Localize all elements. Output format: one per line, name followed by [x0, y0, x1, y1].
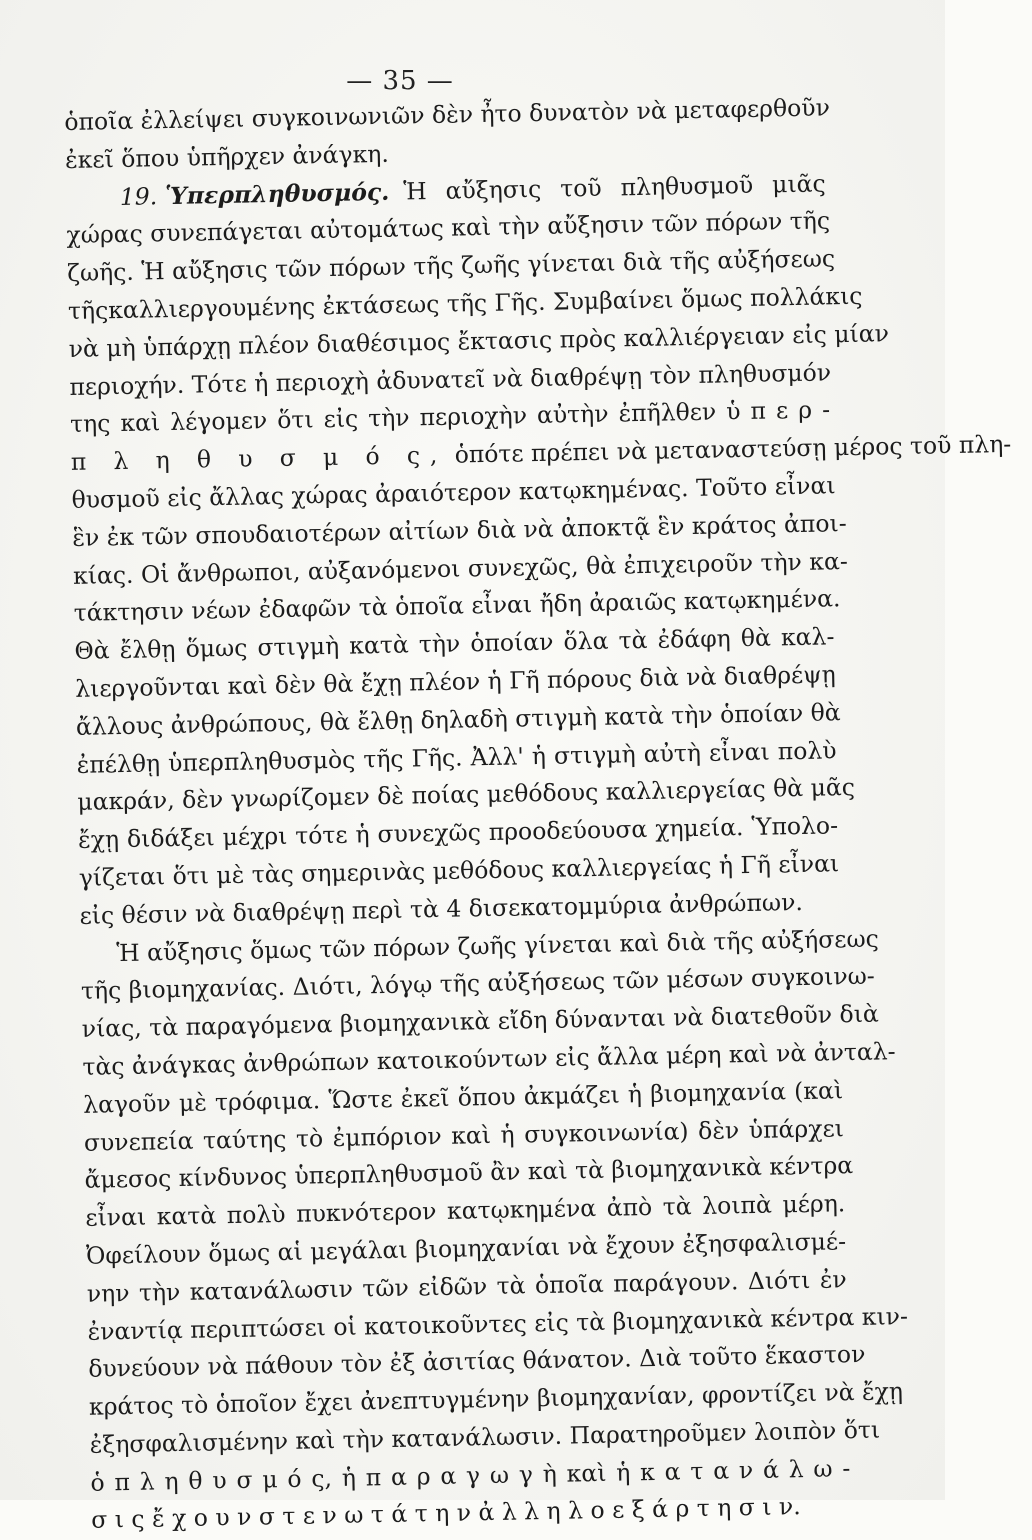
- text-line: κίας. Οἱ ἄνθρωποι, αὐξανόμενοι συνεχῶς, θὰ ἐπιχειροῦν τὴν κα-: [72, 546, 849, 590]
- text-line: Θὰ ἔλθῃ ὅμως στιγμὴ κατὰ τὴν ὁποίαν ὅλα τὰ ἐδάφη θὰ καλ-: [74, 622, 835, 666]
- text-line: ἐναντίᾳ περιπτώσει οἱ κατοικοῦντες εἰς τὰ βιομηχανικὰ κέντρα κιν-: [87, 1301, 909, 1346]
- text-line: δυνεύουν νὰ πάθουν τὸν ἐξ ἀσιτίας θάνατον. Διὰ τοῦτο ἕκαστον: [88, 1340, 866, 1384]
- text-line: νίας, τὰ παραγόμενα βιομηχανικὰ εἴδη δύνανται νὰ διατεθοῦν διὰ: [81, 999, 880, 1043]
- text-line: θυσμοῦ εἰς ἄλλας χώρας ἀραιότερον κατῳκημένας. Τοῦτο εἶναι: [71, 471, 836, 514]
- text-line: περιοχήν. Τότε ἡ περιοχὴ ἀδυνατεῖ νὰ διαθρέψῃ τὸν πληθυσμόν: [69, 357, 832, 401]
- text-line: τάκτησιν νέων ἐδαφῶν τὰ ὁποῖα εἶναι ἤδη ἀραιῶς κατῳκημένα.: [73, 584, 841, 628]
- text-line: εἰς θέσιν νὰ διαθρέψῃ περὶ τὰ 4 δισεκατομμύρια ἀνθρώπων.: [79, 887, 804, 930]
- text-line: τὰς ἀνάγκας ἀνθρώπων κατοικούντων εἰς ἄλλα μέρη καὶ νὰ ἀνταλ-: [82, 1037, 896, 1081]
- text-line: ἄμεσος κίνδυνος ὑπερπληθυσμοῦ ἂν καὶ τὰ βιομηχανικὰ κέντρα: [84, 1151, 854, 1195]
- text-line: συνεπεία ταύτης τὸ ἐμπόριον καὶ ἡ συγκοινωνία) δὲν ὑπάρχει: [83, 1113, 845, 1157]
- text-line: ἐπέλθῃ ὑπερπληθυσμὸς τῆς Γῆς. Ἀλλ' ἡ στιγμὴ αὐτὴ εἶναι πολὺ: [76, 735, 837, 779]
- text-line: νην τὴν κατανάλωσιν τῶν εἰδῶν τὰ ὁποῖα παράγουν. Διότι ἐν: [86, 1264, 847, 1308]
- spaced-term: π λ η θ υ σ μ ό ς,: [70, 440, 448, 477]
- section-title: Ὑπερπληθυσμός.: [164, 177, 390, 210]
- text-line: εἶναι κατὰ πολὺ πυκνότερον κατῳκημένα ἀπὸ τὰ λοιπὰ μέρη.: [85, 1189, 846, 1232]
- text-line: ἐκεῖ ὅπου ὑπῆρχεν ἀνάγκη.: [64, 139, 390, 174]
- text-line: σ ι ς ἔ χ ο υ ν σ τ ε ν ω τ ά τ η ν ἀ λ λ η λ ο ε ξ ά ρ τ η σ ι ν.: [90, 1492, 801, 1535]
- text-line: λιεργοῦνται καὶ δὲν θὰ ἔχῃ πλέον ἡ Γῆ πόρους διὰ νὰ διαθρέψῃ: [74, 660, 836, 703]
- page-number: — 35 —: [346, 66, 454, 96]
- text-line: ἄλλους ἀνθρώπους, θὰ ἔλθῃ δηλαδὴ στιγμὴ κατὰ τὴν ὁποίαν θὰ: [75, 697, 841, 741]
- text-line: Ἡ αὔξησις ὅμως τῶν πόρων ζωῆς γίνεται καὶ διὰ τῆς αὐξήσεως: [116, 924, 880, 967]
- text-line: γίζεται ὅτι μὲ τὰς σημερινὰς μεθόδους καλλιεργείας ἡ Γῆ εἶναι: [78, 849, 840, 892]
- text-line: ἐξησφαλισμένην καὶ τὴν κατανάλωσιν. Παρατηροῦμεν λοιπὸν ὅτι: [89, 1415, 881, 1459]
- text-line: ζωῆς. Ἡ αὔξησις τῶν πόρων τῆς ζωῆς γίνεται διὰ τῆς αὐξήσεως: [66, 244, 836, 288]
- text-segment: Ἡ αὔξησις τοῦ πληθυσμοῦ μιᾶς: [403, 168, 826, 206]
- text-line: λαγοῦν μὲ τρόφιμα. Ὥστε ἐκεῖ ὅπου ἀκμάζει ἡ βιομηχανία (καὶ: [82, 1075, 844, 1119]
- text-line: ἓν ἐκ τῶν σπουδαιοτέρων αἰτίων διὰ νὰ ἀποκτᾷ ἓν κράτος ἀποι-: [72, 508, 847, 552]
- text-line: ἔχῃ διδάξει μέχρι τότε ἡ συνεχῶς προοδεύουσα χημεία. Ὑπολο-: [77, 811, 839, 855]
- text-line: ὁ π λ η θ υ σ μ ό ς, ἡ π α ρ α γ ω γ ὴ καὶ ἡ κ α τ α ν ά λ ω -: [90, 1453, 851, 1497]
- text-line: τῆςκαλλιεργουμένης ἐκτάσεως τῆς Γῆς. Συμβαίνει ὅμως πολλάκις: [67, 281, 863, 325]
- text-line: Ὀφείλουν ὅμως αἱ μεγάλαι βιομηχανίαι νὰ ἔχουν ἐξησφαλισμέ-: [85, 1227, 847, 1270]
- text-line: ὁποῖα ἐλλείψει συγκοινωνιῶν δὲν ἦτο δυνατὸν νὰ μεταφερθοῦν: [64, 93, 831, 136]
- section-number: 19.: [119, 181, 158, 211]
- text-segment: ὁπότε πρέπει νὰ μεταναστεύσῃ μέρος τοῦ πλη-: [454, 430, 1012, 469]
- text-line: κράτος τὸ ὁποῖον ἔχει ἀνεπτυγμένην βιομηχανίαν, φροντίζει νὰ ἔχῃ: [88, 1377, 904, 1421]
- text-line: μακράν, δὲν γνωρίζομεν δὲ ποίας μεθόδους καλλιεργείας θὰ μᾶς: [77, 773, 856, 817]
- text-line: της καὶ λέγομεν ὅτι εἰς τὴν περιοχὴν αὐτὴν ἐπῆλθεν ὑ π ε ρ -: [69, 395, 831, 439]
- text-line: τῆς βιομηχανίας. Διότι, λόγῳ τῆς αὐξήσεως τῶν μέσων συγκοινω-: [80, 961, 876, 1006]
- text-line: χώρας συνεπάγεται αὐτομάτως καὶ τὴν αὔξησιν τῶν πόρων τῆς: [66, 206, 831, 250]
- text-line: νὰ μὴ ὑπάρχῃ πλέον διαθέσιμος ἔκτασις πρὸς καλλιέργειαν εἰς μίαν: [68, 318, 890, 363]
- body-text: [64, 89, 1012, 1540]
